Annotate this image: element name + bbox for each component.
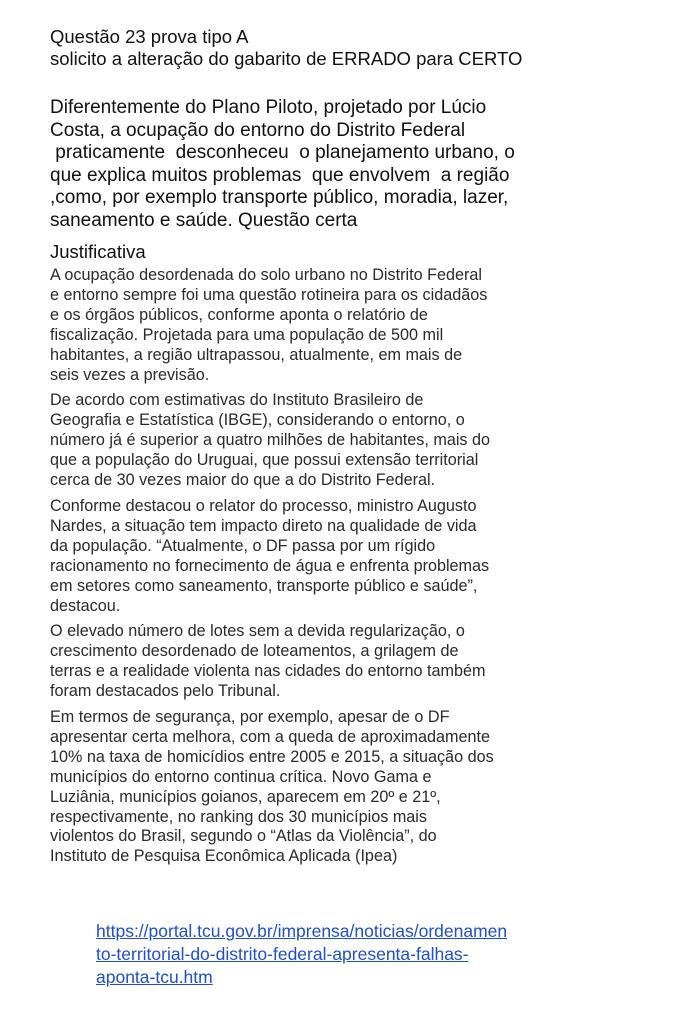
paragraph-line: em setores como saneamento, transporte público e saúde”,	[50, 576, 478, 595]
paragraph-line: terras e a realidade violenta nas cidades do entorno também	[50, 662, 486, 681]
statement-line: Diferentemente do Plano Piloto, projetado por Lúcio	[50, 97, 487, 118]
source-link-line[interactable]: to-territorial-do-distrito-federal-apresenta-falhas-	[96, 944, 469, 964]
paragraph-line: destacou.	[50, 596, 121, 615]
question-reference: Questão 23 prova tipo A	[50, 26, 249, 47]
justification-body	[50, 266, 650, 873]
paragraph-line: violentos do Brasil, segundo o “Atlas da Violência”, do	[50, 827, 437, 846]
paragraph-line: foram destacados pelo Tribunal.	[50, 682, 281, 701]
paragraph-line: Conforme destacou o relator do processo, ministro Augusto	[50, 496, 477, 515]
paragraph-line: Em termos de segurança, por exemplo, apesar de o DF	[50, 708, 450, 727]
statement-line: que explica muitos problemas que envolvem a região	[50, 164, 510, 186]
paragraph-line: habitantes, a região ultrapassou, atualmente, em mais de	[50, 345, 463, 364]
paragraph-line: municípios do entorno continua crítica. Novo Gama e	[50, 767, 432, 786]
source-link[interactable]	[96, 920, 656, 989]
paragraph-line: cerca de 30 vezes maior do que a do Distrito Federal.	[50, 471, 436, 490]
paragraph-line: O elevado número de lotes sem a devida regularização, o	[50, 622, 465, 641]
justification-heading: Justificativa	[50, 241, 146, 262]
paragraph-1	[50, 266, 650, 385]
paragraph-line: número já é superior a quatro milhões de habitantes, mais do	[50, 431, 491, 450]
paragraph-line: A ocupação desordenada do solo urbano no Distrito Federal	[50, 266, 482, 284]
statement-line: Costa, a ocupação do entorno do Distrito Federal	[50, 119, 466, 141]
question-statement	[50, 97, 650, 233]
paragraph-line: seis vezes a previsão.	[50, 365, 210, 384]
paragraph-line: crescimento desordenado de loteamentos, a grilagem de	[50, 642, 459, 661]
paragraph-3	[50, 497, 650, 616]
paragraph-line: 10% na taxa de homicídios entre 2005 e 2015, a situação dos	[50, 747, 494, 766]
paragraph-line: e entorno sempre foi uma questão rotineira para os cidadãos	[50, 285, 488, 304]
paragraph-line: Nardes, a situação tem impacto direto na qualidade de vida	[50, 516, 477, 535]
paragraph-2	[50, 391, 650, 491]
answer-change-request: solicito a alteração do gabarito de ERRADO para CERTO	[50, 48, 523, 69]
source-link-line[interactable]: aponta-tcu.htm	[96, 967, 213, 987]
paragraph-line: respectivamente, no ranking dos 30 municípios mais	[50, 807, 427, 826]
request-header	[50, 26, 650, 70]
paragraph-4	[50, 622, 650, 702]
statement-line: praticamente desconheceu o planejamento urbano, o	[50, 142, 515, 164]
paragraph-line: Instituto de Pesquisa Econômica Aplicada (Ipea)	[50, 847, 398, 866]
paragraph-line: Luziânia, municípios goianos, aparecem em 20º e 21º,	[50, 787, 441, 806]
statement-line: ,como, por exemplo transporte público, moradia, lazer,	[50, 187, 509, 209]
paragraph-line: racionamento no fornecimento de água e enfrenta problemas	[50, 556, 490, 575]
paragraph-line: da população. “Atualmente, o DF passa por um rígido	[50, 536, 436, 555]
source-link-line[interactable]: https://portal.tcu.gov.br/imprensa/noticias/ordenamen	[96, 921, 508, 941]
paragraph-line: que a população do Uruguai, que possui extensão territorial	[50, 451, 479, 470]
paragraph-line: Geografia e Estatística (IBGE), considerando o entorno, o	[50, 411, 465, 430]
paragraph-5	[50, 708, 650, 867]
statement-line: saneamento e saúde. Questão certa	[50, 209, 358, 231]
paragraph-line: De acordo com estimativas do Instituto Brasileiro de	[50, 391, 424, 410]
paragraph-line: apresentar certa melhora, com a queda de aproximadamente	[50, 727, 491, 746]
paragraph-line: fiscalização. Projetada para uma população de 500 mil	[50, 325, 444, 344]
paragraph-line: e os órgãos públicos, conforme aponta o relatório de	[50, 305, 428, 324]
